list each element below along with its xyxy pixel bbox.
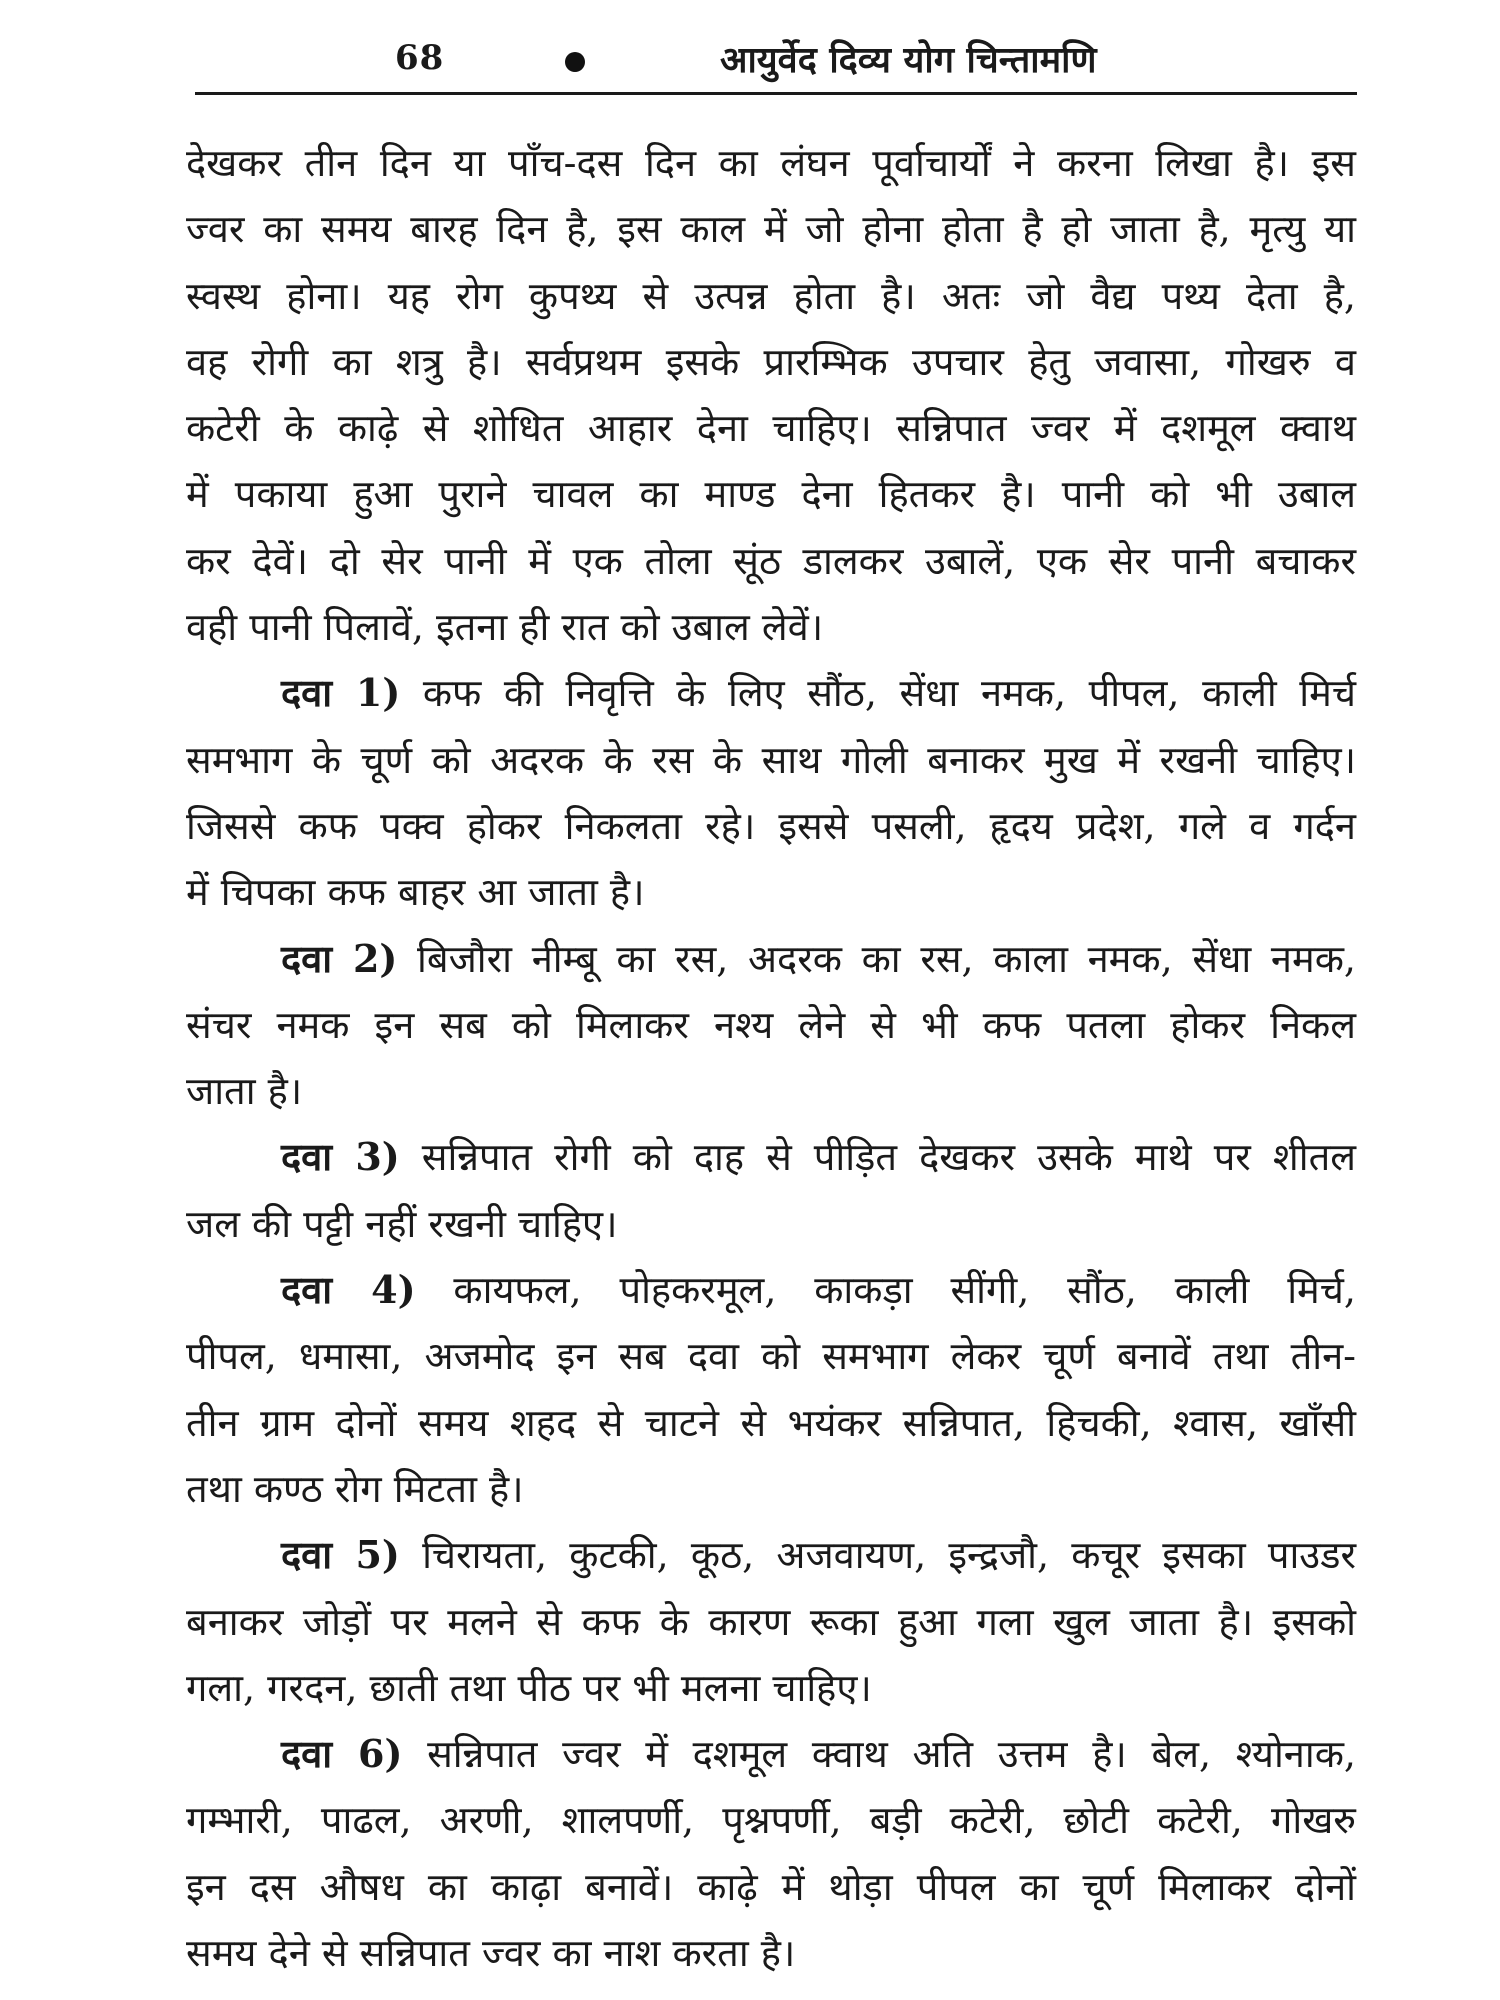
remedy-label: दवा 4) (281, 1267, 416, 1313)
text-line: वही पानी पिलावें, इतना ही रात को उबाल लेवें। (186, 605, 824, 650)
text-line: देखकर तीन दिन या पाँच-दस दिन का लंघन पूर्वाचार्यों ने करना लिखा है। इस (186, 141, 1356, 185)
remedy-first-line (186, 1721, 1356, 1787)
text-line: जल की पट्टी नहीं रखनी चाहिए। (186, 1201, 618, 1246)
intro-paragraph (186, 130, 1356, 660)
text-line: कर देवें। दो सेर पानी में एक तोला सूंठ डालकर उबालें, एक सेर पानी बचाकर (186, 538, 1356, 583)
remedy-text: बिजौरा नीम्बू का रस, अदरक का रस, काला नमक, सेंधा नमक, (397, 936, 1356, 981)
remedy-first-line (186, 926, 1356, 992)
remedy-first-line (186, 1124, 1356, 1190)
remedy-text: कायफल, पोहकरमूल, काकड़ा सींगी, सौंठ, काली मिर्च, (415, 1268, 1356, 1313)
remedy-text: सन्निपात रोगी को दाह से पीड़ित देखकर उसके माथे पर शीतल (399, 1135, 1356, 1180)
text-line: गला, गरदन, छाती तथा पीठ पर भी मलना चाहिए। (186, 1665, 872, 1710)
body-text (186, 130, 1356, 1986)
text-line: समभाग के चूर्ण को अदरक के रस के साथ गोली बनाकर मुख में रखनी चाहिए। (186, 737, 1356, 782)
remedy-label: दवा 1) (281, 670, 401, 716)
text-line: पीपल, धमासा, अजमोद इन सब दवा को समभाग लेकर चूर्ण बनावें तथा तीन- (186, 1334, 1356, 1379)
text-line: इन दस औषध का काढ़ा बनावें। काढ़े में थोड़ा पीपल का चूर्ण मिलाकर दोनों (186, 1864, 1356, 1909)
header-rule (195, 92, 1357, 95)
text-line: तथा कण्ठ रोग मिटता है। (186, 1466, 524, 1511)
running-title: आयुर्वेद दिव्य योग चिन्तामणि (720, 39, 1097, 81)
remedy-label: दवा 2) (281, 935, 398, 981)
remedy-paragraph-2 (186, 926, 1356, 1125)
text-line: ज्वर का समय बारह दिन है, इस काल में जो होना होता है हो जाता है, मृत्यु या (186, 207, 1356, 252)
remedy-paragraph-6 (186, 1721, 1356, 1986)
text-line: जिससे कफ पक्व होकर निकलता रहे। इससे पसली, हृदय प्रदेश, गले व गर्दन (186, 803, 1356, 848)
remedy-label: दवा 5) (281, 1532, 400, 1578)
remedy-paragraph-4 (186, 1257, 1356, 1522)
remedy-paragraph-5 (186, 1522, 1356, 1721)
text-line: स्वस्थ होना। यह रोग कुपथ्य से उत्पन्न होता है। अतः जो वैद्य पथ्य देता है, (186, 273, 1356, 318)
text-line: वह रोगी का शत्रु है। सर्वप्रथम इसके प्रारम्भिक उपचार हेतु जवासा, गोखरु व (186, 339, 1356, 384)
remedy-paragraph-3 (186, 1124, 1356, 1257)
text-line: गम्भारी, पाढल, अरणी, शालपर्णी, पृश्नपर्णी, बड़ी कटेरी, छोटी कटेरी, गोखरु (186, 1798, 1356, 1843)
remedy-first-line (186, 1522, 1356, 1588)
text-line: बनाकर जोड़ों पर मलने से कफ के कारण रूका हुआ गला खुल जाता है। इसको (186, 1599, 1356, 1644)
text-line: संचर नमक इन सब को मिलाकर नश्य लेने से भी कफ पतला होकर निकल (186, 1002, 1356, 1047)
bullet-dot-icon (565, 52, 585, 72)
text-line: समय देने से सन्निपात ज्वर का नाश करता है। (186, 1931, 796, 1976)
remedy-first-line (186, 1257, 1356, 1323)
text-line: में पकाया हुआ पुराने चावल का माण्ड देना हितकर है। पानी को भी उबाल (186, 472, 1356, 517)
remedy-text: चिरायता, कुटकी, कूठ, अजवायण, इन्द्रजौ, कचूर इसका पाउडर (399, 1533, 1356, 1578)
remedy-label: दवा 6) (281, 1731, 403, 1777)
remedy-paragraph-1 (186, 660, 1356, 925)
remedy-text: कफ की निवृत्ति के लिए सौंठ, सेंधा नमक, पीपल, काली मिर्च (400, 671, 1356, 716)
text-line: कटेरी के काढ़े से शोधित आहार देना चाहिए। सन्निपात ज्वर में दशमूल क्वाथ (186, 406, 1356, 451)
remedy-first-line (186, 660, 1356, 726)
text-line: तीन ग्राम दोनों समय शहद से चाटने से भयंकर सन्निपात, हिचकी, श्वास, खाँसी (186, 1400, 1356, 1445)
page-number: 68 (395, 38, 445, 78)
remedy-label: दवा 3) (281, 1134, 400, 1180)
text-line: जाता है। (186, 1069, 303, 1114)
remedy-text: सन्निपात ज्वर में दशमूल क्वाथ अति उत्तम है। बेल, श्योनाक, (402, 1732, 1356, 1777)
text-line: में चिपका कफ बाहर आ जाता है। (186, 870, 645, 915)
